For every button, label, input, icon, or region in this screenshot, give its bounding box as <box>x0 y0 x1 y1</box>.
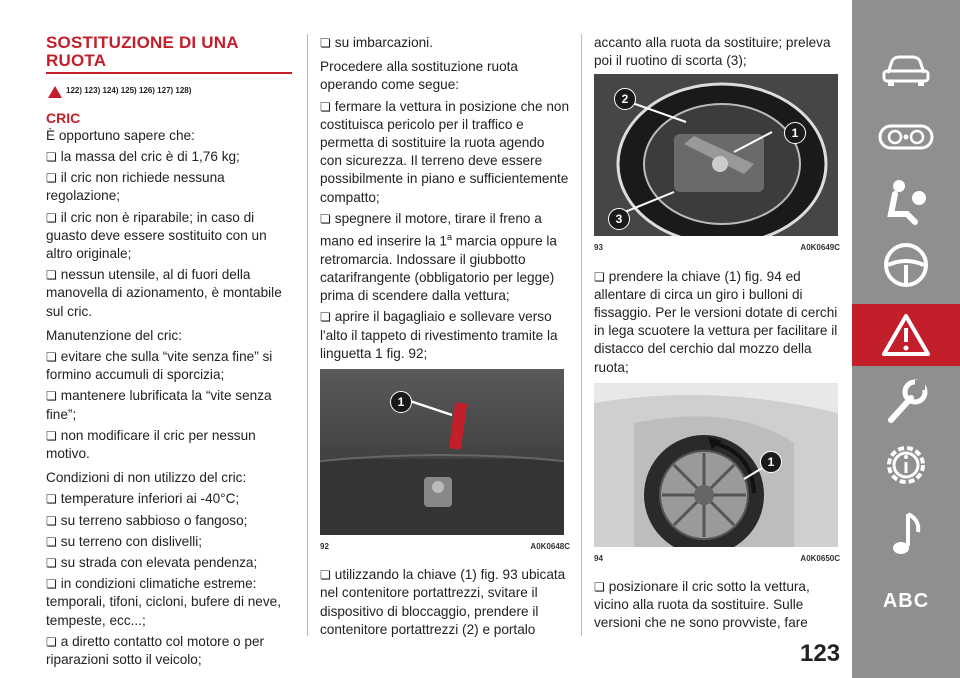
list-item: ❏ il cric non richiede nessuna regolazione; <box>46 169 296 205</box>
abc-label: ABC <box>882 589 930 612</box>
subheading-cric: CRIC <box>46 109 81 126</box>
figure-number: 94 <box>594 553 603 563</box>
title-underline <box>46 72 292 74</box>
list-item: ❏ evitare che sulla “vite senza fine” si formino accumuli di sporcizia; <box>46 348 296 384</box>
list-item: ❏ il cric non è riparabile; in caso di guasto deve essere sostituito con un altro originale; <box>46 209 296 264</box>
list-item: ❏ la massa del cric è di 1,76 kg; <box>46 148 296 166</box>
warning-triangle-icon <box>881 313 931 357</box>
column-divider <box>307 34 308 636</box>
warning-refs-text: 122) 123) 124) 125) 126) 127) 128) <box>66 86 192 96</box>
step-text: marcia oppure la retromarcia. Indossare il giubbotto catarifrangente (obbligatorio per legge) prima di scendere dalla vettura; <box>320 233 557 304</box>
figure-code: A0K0648C <box>530 541 570 551</box>
sidebar-item-index[interactable] <box>852 572 960 630</box>
trunk-floor-illustration <box>320 369 564 535</box>
figure-number: 92 <box>320 541 329 551</box>
intro-text: È opportuno sapere che: <box>46 127 195 143</box>
step-continuation: accanto alla ruota da sostituire; preleva poi il ruotino di scorta (3); <box>594 35 831 69</box>
sidebar-item-driving[interactable] <box>852 236 960 294</box>
figure-code: A0K0650C <box>800 553 840 563</box>
step-item: ❏ fermare la vettura in posizione che non costituisca pericolo per il traffico e permetta di sostituire la ruota agendo con sicurezza. Il terreno deve essere possibilmente in piano e sufficientemente compatto; <box>320 98 570 207</box>
list-item: ❏ su strada con elevata pendenza; <box>46 554 296 572</box>
column-divider <box>581 34 582 636</box>
list-item: ❏ su imbarcazioni. <box>320 34 570 52</box>
figure-93 <box>594 74 838 236</box>
figure-93-caption <box>594 239 840 257</box>
sidebar-item-safety[interactable] <box>852 172 960 230</box>
step-item: ❏ utilizzando la chiave (1) fig. 93 ubicata nel contenitore portattrezzi, svitare il dispositivo di bloccaggio, prendere il contenitore portattrezzi (2) e portalo <box>320 566 570 639</box>
step-item: ❏ prendere la chiave (1) fig. 94 ed allentare di circa un giro i bulloni di fissaggio. Per le versioni dotate di cerchi in lega scuotere la vettura per facilitare il distacco del cerchio dal mozzo della ruota; <box>594 268 840 377</box>
chapter-sidebar <box>852 0 960 678</box>
figure-92-caption <box>320 538 570 556</box>
list-item: ❏ su terreno sabbioso o fangoso; <box>46 512 296 530</box>
superscript: a <box>446 232 452 243</box>
sidebar-item-car[interactable] <box>852 40 960 98</box>
column-3 <box>594 34 840 636</box>
warning-references <box>46 82 296 100</box>
figure-94-caption <box>594 550 840 568</box>
sidebar-item-dashboard[interactable] <box>852 108 960 166</box>
figure-94 <box>594 383 838 547</box>
list-item: ❏ in condizioni climatiche estreme: temporali, tifoni, cicloni, bufere di neve, tempeste, ecc...; <box>46 575 296 630</box>
airbag-seat-icon <box>881 176 931 226</box>
column-1 <box>46 34 296 672</box>
dashboard-gauges-icon <box>878 122 934 152</box>
sidebar-item-multimedia[interactable] <box>852 504 960 562</box>
sidebar-item-maintenance[interactable] <box>852 372 960 430</box>
step-text: spegnere il motore, tirare il freno a mano ed inserire la 1 <box>320 210 542 249</box>
callout-3: 3 <box>608 208 630 230</box>
step-item: ❏ aprire il bagagliaio e sollevare verso l'alto il tappeto di rivestimento tramite la linguetta 1 fig. 92; <box>320 308 570 363</box>
warning-triangle-icon <box>48 86 62 98</box>
callout-1: 1 <box>390 391 412 413</box>
list-item: ❏ nessun utensile, al di fuori della manovella di azionamento, è montabile sul cric. <box>46 266 296 321</box>
steering-wheel-icon <box>882 241 930 289</box>
list-item: ❏ su terreno con dislivelli; <box>46 533 296 551</box>
list-item: ❏ non modificare il cric per nessun motivo. <box>46 427 296 463</box>
page-number: 123 <box>800 640 841 667</box>
list-item: ❏ temperature inferiori ai -40°C; <box>46 490 296 508</box>
list-item: ❏ mantenere lubrificata la “vite senza fine”; <box>46 387 296 423</box>
column-2 <box>320 34 570 642</box>
procedure-heading: Procedere alla sostituzione ruota operando come segue: <box>320 59 518 93</box>
step-item <box>320 210 570 306</box>
callout-1: 1 <box>760 451 782 473</box>
car-icon <box>880 49 932 89</box>
step-item: ❏ posizionare il cric sotto la vettura, vicino alla ruota da sostituire. Sulle versioni che ne sono provviste, fare <box>594 578 840 633</box>
sidebar-item-technical-data[interactable] <box>852 436 960 494</box>
wrench-icon <box>881 376 931 426</box>
callout-1: 1 <box>784 122 806 144</box>
figure-code: A0K0649C <box>800 243 840 253</box>
music-note-icon <box>886 508 926 558</box>
sidebar-item-emergency[interactable] <box>852 304 960 366</box>
figure-92 <box>320 369 564 535</box>
figure-number: 93 <box>594 243 603 253</box>
conditions-heading: Condizioni di non utilizzo del cric: <box>46 470 247 486</box>
callout-2: 2 <box>614 88 636 110</box>
maintenance-gear-icon <box>881 440 931 490</box>
maintenance-heading: Manutenzione del cric: <box>46 327 183 343</box>
wheel-bolts-illustration <box>594 383 838 547</box>
list-item: ❏ a diretto contatto col motore o per riparazioni sotto il veicolo; <box>46 633 296 669</box>
section-title: SOSTITUZIONE DI UNA RUOTA <box>46 33 239 71</box>
